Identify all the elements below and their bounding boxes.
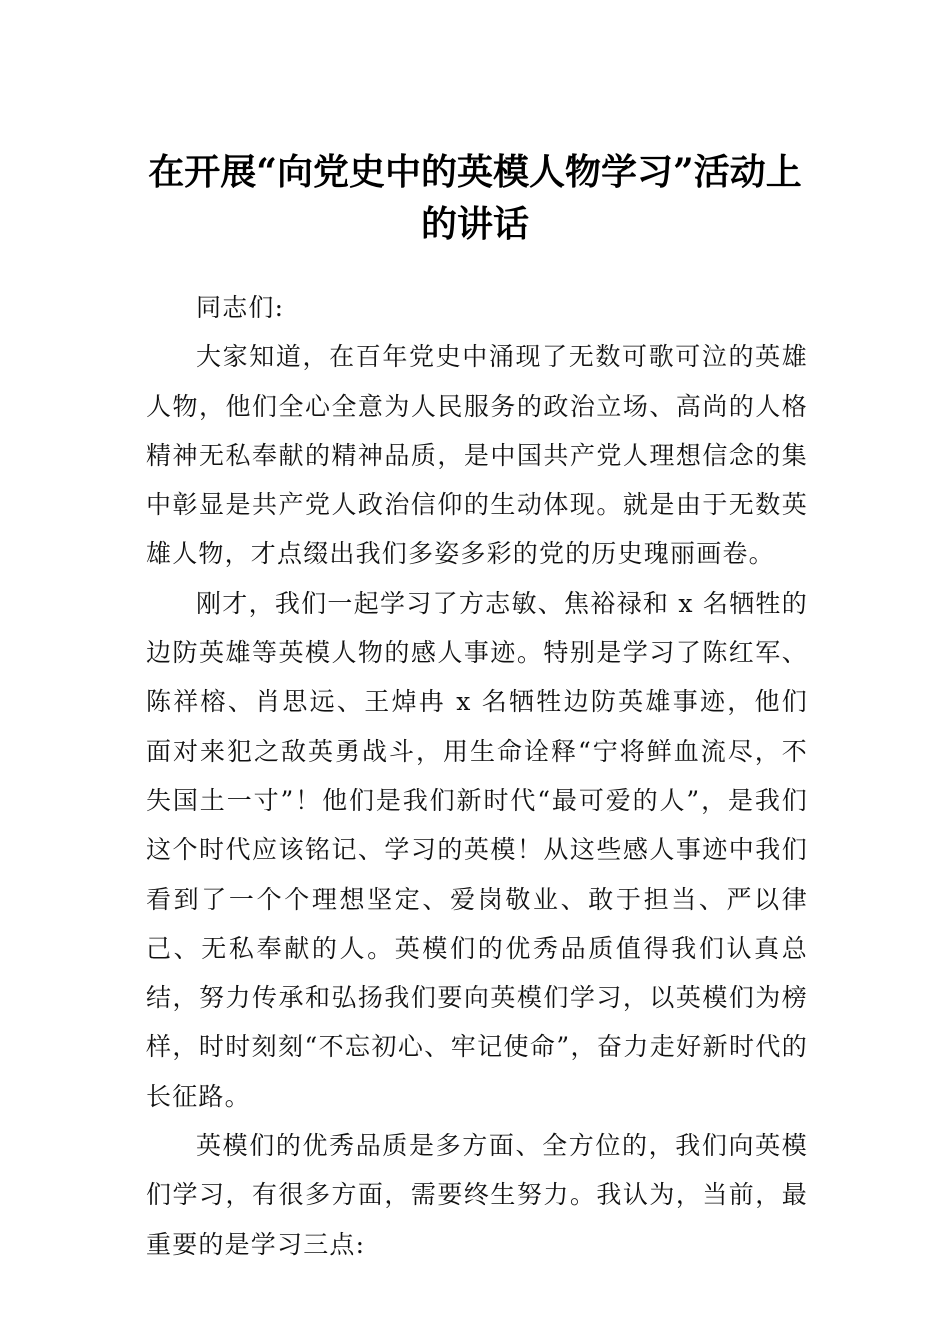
paragraph-1: 大家知道，在百年党史中涌现了无数可歌可泣的英雄人物，他们全心全意为人民服务的政治立场、高尚的人格精神无私奉献的精神品质，是中国共产党人理想信念的集中彰显是共产党人政治信仰的生动体现。就是由于无数英雄人物，才点缀出我们多姿多彩的党的历史瑰丽画卷。 <box>146 342 808 569</box>
document-body <box>146 283 808 1269</box>
document-title: 在开展“向党史中的英模人物学习”活动上的讲话 <box>148 151 802 245</box>
paragraph-2: 刚才，我们一起学习了方志敏、焦裕禄和 x 名牺牲的边防英雄等英模人物的感人事迹。特别是学习了陈红军、陈祥榕、肖思远、王焯冉 x 名牺牲边防英雄事迹，他们面对来犯之敌英勇战斗，用生命诠释“宁将鲜血流尽，不失国土一寸”！他们是我们新时代“最可爱的人”，是我们这个时代应该铭记、学习的英模！从这些感人事迹中我们看到了一个个理想坚定、爱岗敬业、敢于担当、严以律己、无私奉献的人。英模们的优秀品质值得我们认真总结，努力传承和弘扬我们要向英模们学习，以英模们为榜样，时时刻刻“不忘初心、牢记使命”，奋力走好新时代的长征路。 <box>146 588 808 1111</box>
paragraph-3: 英模们的优秀品质是多方面、全方位的，我们向英模们学习，有很多方面，需要终生努力。我认为，当前，最重要的是学习三点: <box>146 1131 808 1259</box>
salutation: 同志们: <box>196 293 285 322</box>
